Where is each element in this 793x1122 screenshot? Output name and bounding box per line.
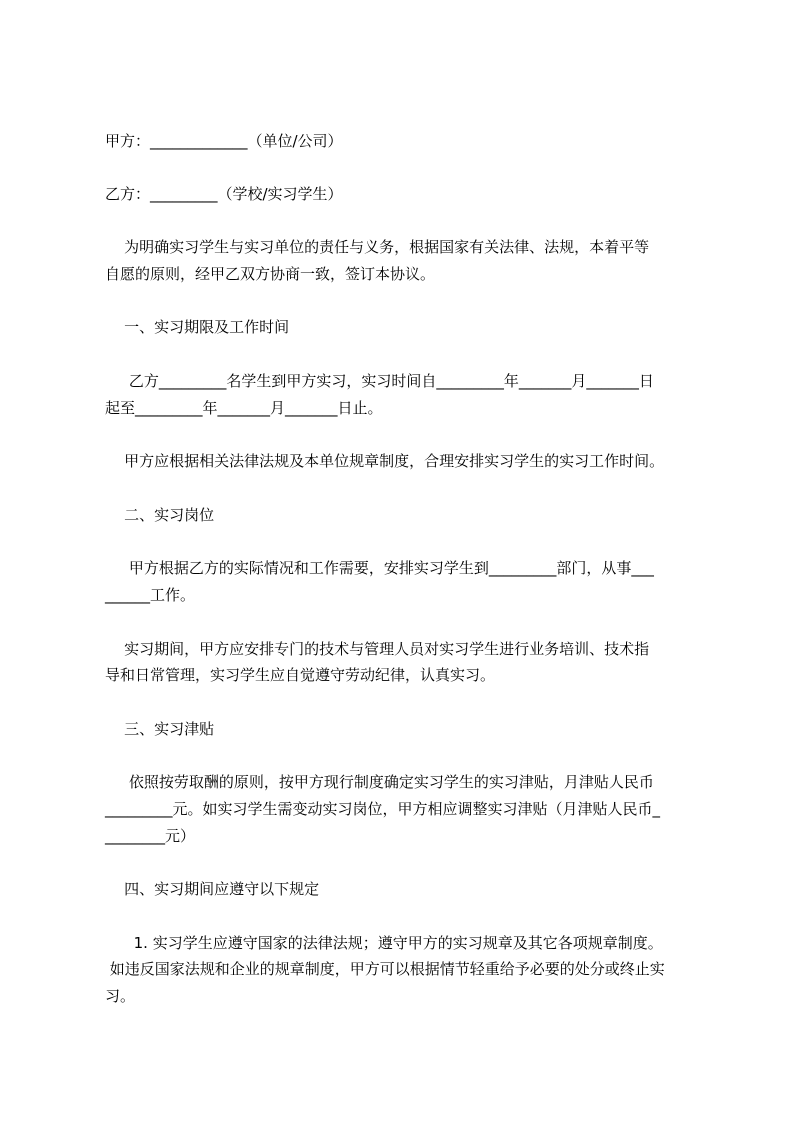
section-4-item-1-line-3: 习。 <box>105 987 136 1005</box>
section-1-para-1-line-1: 乙方_________名学生到甲方实习，实习时间自_________年_______月_______日 <box>105 372 654 390</box>
section-4-heading: 四、实习期间应遵守以下规定 <box>105 880 320 898</box>
section-2-para-1-line-2: ______工作。 <box>105 586 196 604</box>
preamble-line-1: 为明确实习学生与实习单位的责任与义务，根据国家有关法律、法规，本着平等 <box>105 238 650 256</box>
section-3-para-1-line-3: ________元） <box>105 827 196 845</box>
party-b-line: 乙方：_________（学校/实习学生） <box>105 185 343 203</box>
section-2-heading: 二、实习岗位 <box>105 506 215 524</box>
section-3-para-1-line-1: 依照按劳取酬的原则，按甲方现行制度确定实习学生的实习津贴，月津贴人民币 <box>105 773 654 791</box>
preamble-line-2: 自愿的原则，经甲乙双方协商一致，签订本协议。 <box>105 265 436 283</box>
section-2-para-2-line-2: 导和日常管理，实习学生应自觉遵守劳动纪律，认真实习。 <box>105 666 496 684</box>
party-a-line: 甲方：_____________（单位/公司） <box>105 132 343 150</box>
section-3-heading: 三、实习津贴 <box>105 720 215 738</box>
section-1-para-2: 甲方应根据相关法律法规及本单位规章制度，合理安排实习学生的实习工作时间。 <box>105 452 665 470</box>
section-2-para-1-line-1: 甲方根据乙方的实际情况和工作需要，安排实习学生到_________部门，从事___ <box>105 559 654 577</box>
section-2-para-2-line-1: 实习期间，甲方应安排专门的技术与管理人员对实习学生进行业务培训、技术指 <box>105 640 650 658</box>
section-1-heading: 一、实习期限及工作时间 <box>105 318 290 336</box>
section-1-para-1-line-2: 起至_________年_______月_______日止。 <box>105 399 383 417</box>
section-3-para-1-line-2: _________元。如实习学生需变动实习岗位，甲方相应调整实习津贴（月津贴人民币_ <box>105 800 661 818</box>
section-4-item-1-line-2: 如违反国家法规和企业的规章制度，甲方可以根据情节轻重给予必要的处分或终止实 <box>105 960 665 978</box>
section-4-item-1-line-1: 1. 实习学生应遵守国家的法律法规；遵守甲方的实习规章及其它各项规章制度。 <box>105 934 663 952</box>
